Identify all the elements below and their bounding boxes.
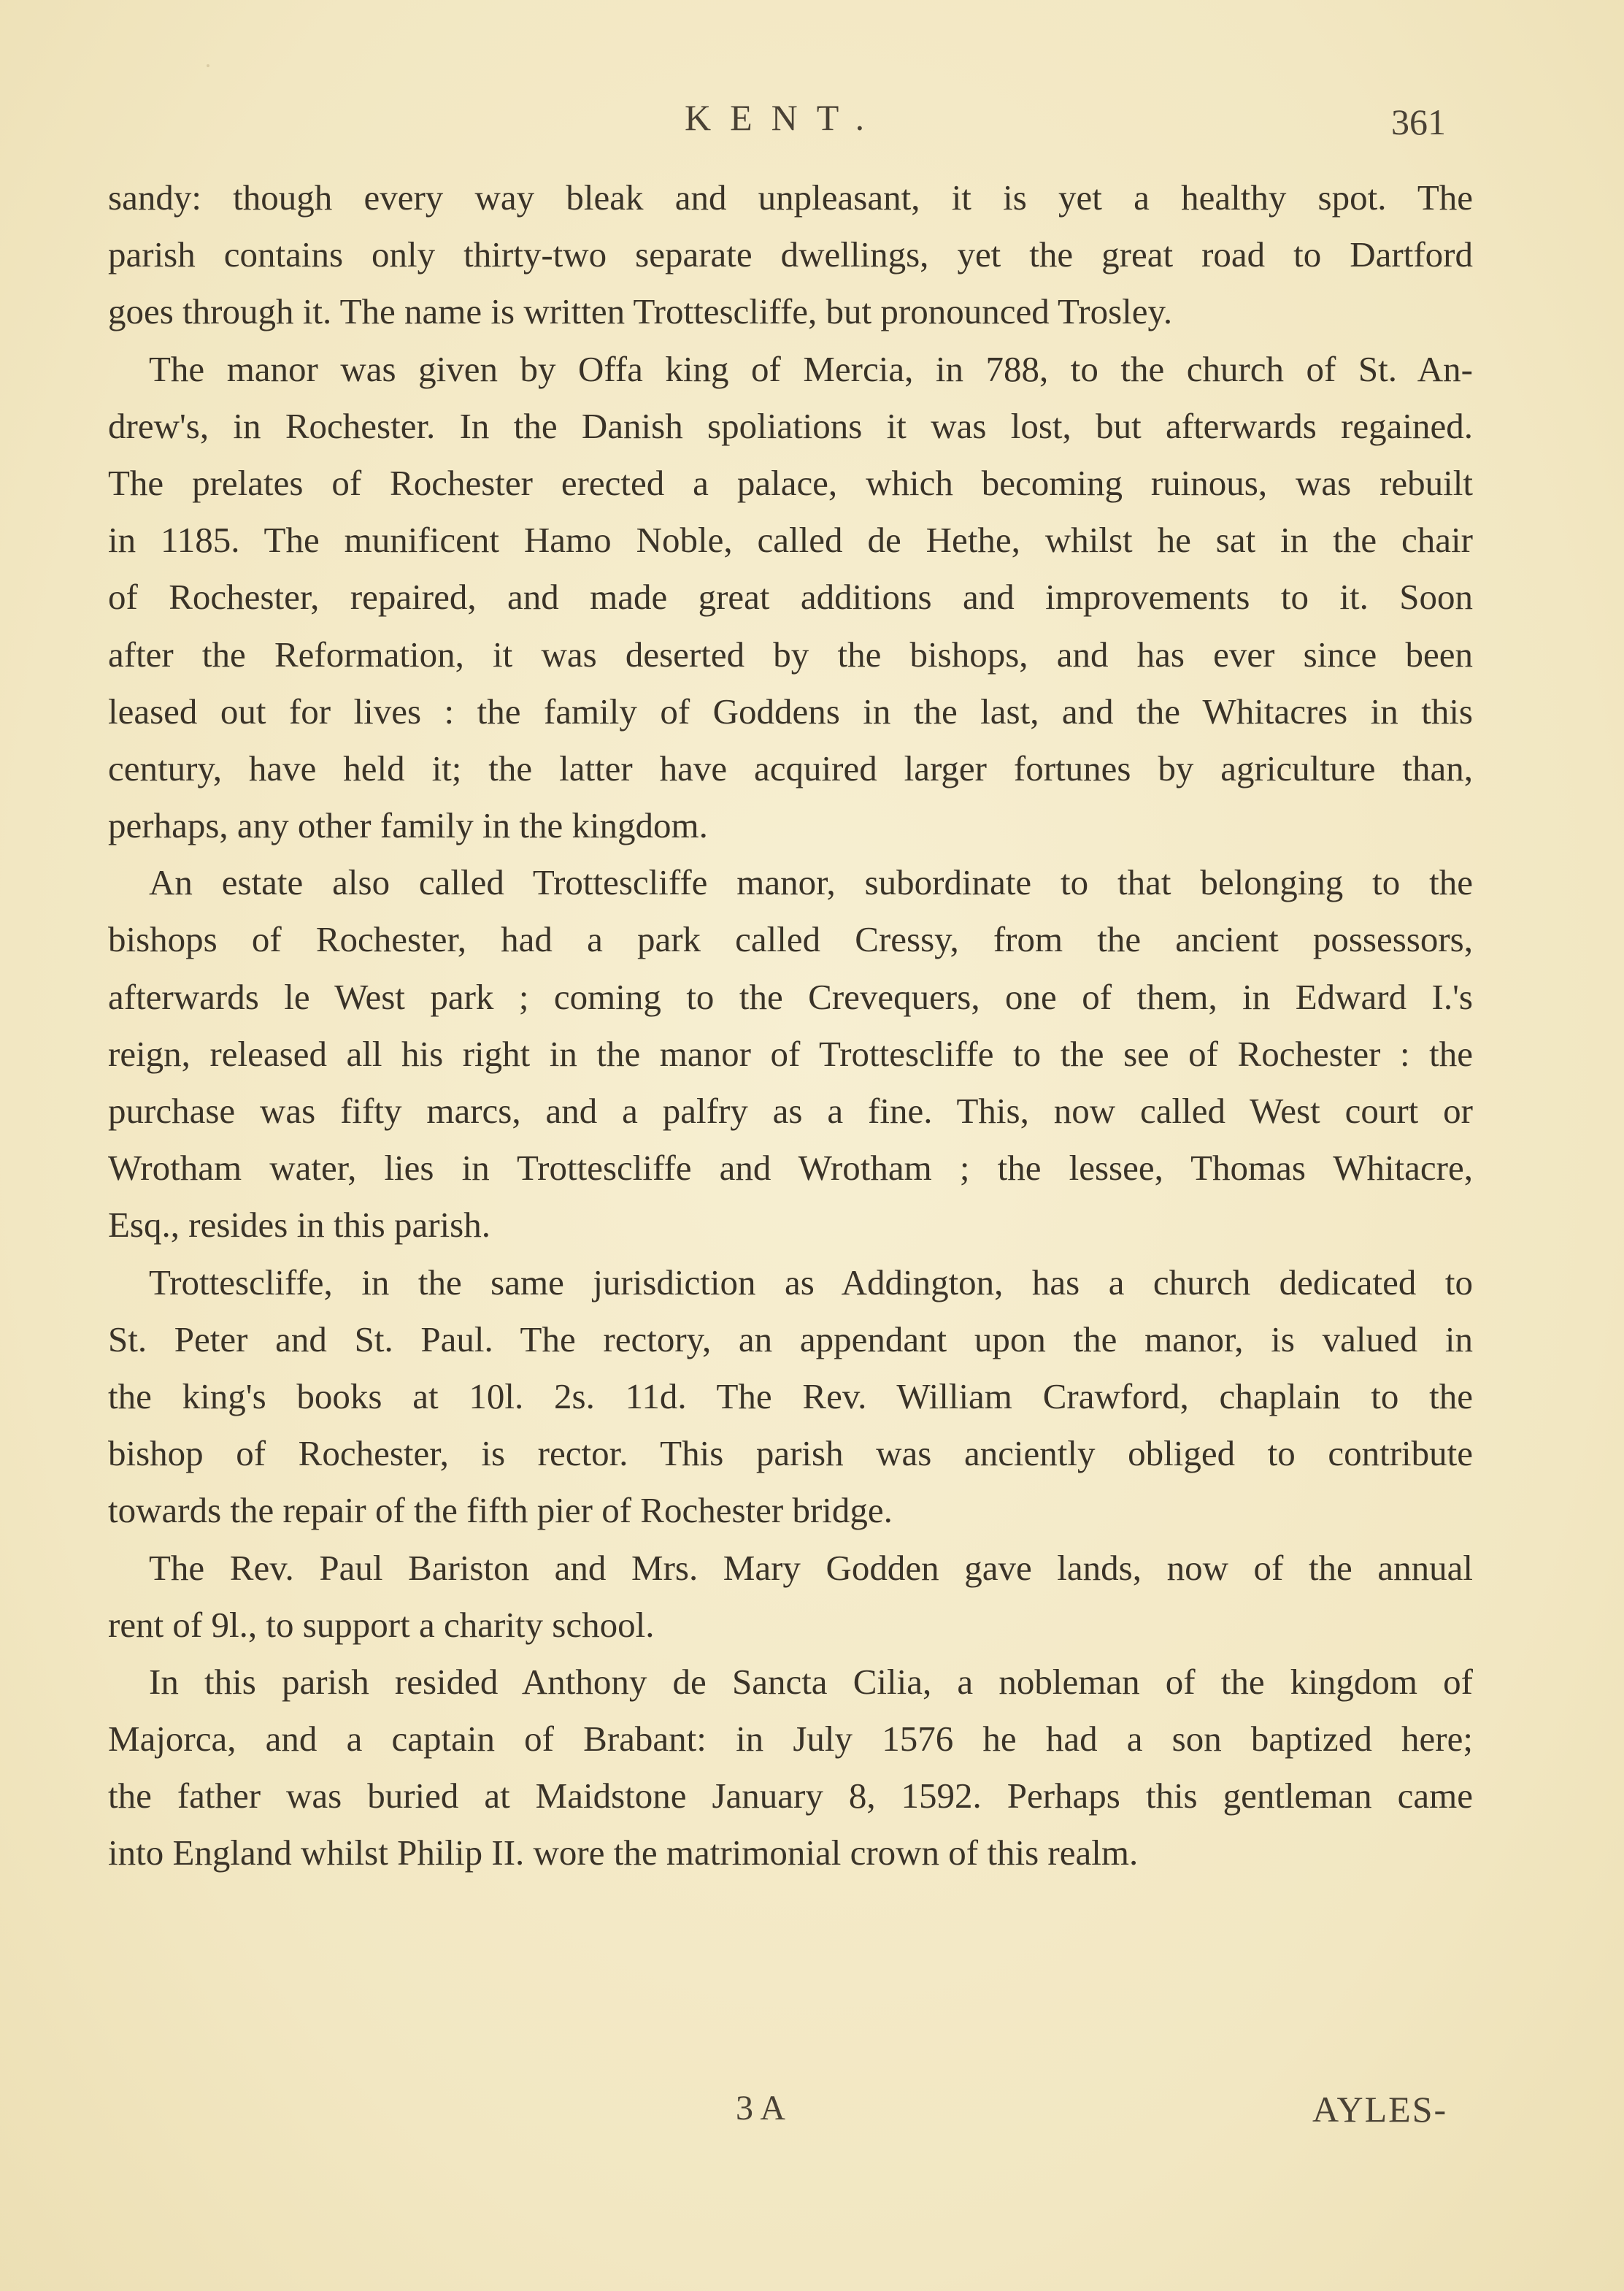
text-line: In this parish resided Anthony de Sancta Cilia, a nobleman of the kingdom of [149,1661,1473,1702]
text-line: the king's books at 10l. 2s. 11d. The Rev. William Crawford, chaplain to the [108,1375,1473,1416]
text-line: Majorca, and a captain of Brabant: in July 1576 he had a son baptized here; [108,1719,1473,1759]
text-line: afterwards le West park ; coming to the Crevequers, one of them, in Edward I.'s [108,976,1473,1017]
text-line: perhaps, any other family in the kingdom. [108,805,708,846]
catchword: AYLES- [1312,2089,1448,2130]
text-line: after the Reformation, it was deserted by the bishops, and has ever since been [108,634,1473,675]
text-line: rent of 9l., to support a charity school. [108,1604,655,1645]
text-line: Trottescliffe, in the same jurisdiction as Addington, has a church dedicated to [149,1262,1473,1302]
text-line: in 1185. The munificent Hamo Noble, called de Hethe, whilst he sat in the chair [108,520,1473,561]
page-number: 361 [1391,101,1446,142]
text-line: Esq., resides in this parish. [108,1205,490,1246]
body-text [108,169,1473,1882]
page-footer [0,2088,1624,2154]
text-line: the father was buried at Maidstone January 8, 1592. Perhaps this gentleman came [108,1776,1473,1816]
running-title: KENT. [685,97,884,138]
text-line: bishops of Rochester, had a park called Cressy, from the ancient possessors, [108,919,1473,960]
text-line: drew's, in Rochester. In the Danish spoliations it was lost, but afterwards regained. [108,405,1473,446]
text-line: Wrotham water, lies in Trottescliffe and Wrotham ; the lessee, Thomas Whitacre, [108,1148,1473,1189]
text-line: towards the repair of the fifth pier of Rochester bridge. [108,1490,893,1531]
text-line: purchase was fifty marcs, and a palfry as a fine. This, now called West court or [108,1091,1473,1131]
text-line: The prelates of Rochester erected a palace, which becoming ruinous, was rebuilt [108,462,1473,503]
text-line: reign, released all his right in the manor of Trottescliffe to the see of Rochester : the [108,1033,1473,1074]
text-line: bishop of Rochester, is rector. This parish was anciently obliged to contribute [108,1433,1473,1474]
text-line: The manor was given by Offa king of Mercia, in 788, to the church of St. An- [149,348,1473,389]
text-line: St. Peter and St. Paul. The rectory, an appendant upon the manor, is valued in [108,1319,1473,1359]
text-line: An estate also called Trottescliffe manor, subordinate to that belonging to the [149,862,1473,903]
paper-speck [207,64,209,67]
signature-mark: 3 A [736,2089,786,2127]
text-line: into England whilst Philip II. wore the matrimonial crown of this realm. [108,1833,1139,1873]
text-line: goes through it. The name is written Trottescliffe, but pronounced Trosley. [108,291,1173,332]
running-head [0,96,1624,155]
text-line: parish contains only thirty-two separate dwellings, yet the great road to Dartford [108,234,1473,275]
text-line: leased out for lives : the family of Goddens in the last, and the Whitacres in this [108,691,1473,732]
text-line: of Rochester, repaired, and made great additions and improvements to it. Soon [108,577,1473,618]
text-line: sandy: though every way bleak and unpleasant, it is yet a healthy spot. The [108,177,1473,218]
text-line: century, have held it; the latter have acquired larger fortunes by agriculture than, [108,748,1473,788]
text-line: The Rev. Paul Bariston and Mrs. Mary Godden gave lands, now of the annual [149,1547,1473,1588]
